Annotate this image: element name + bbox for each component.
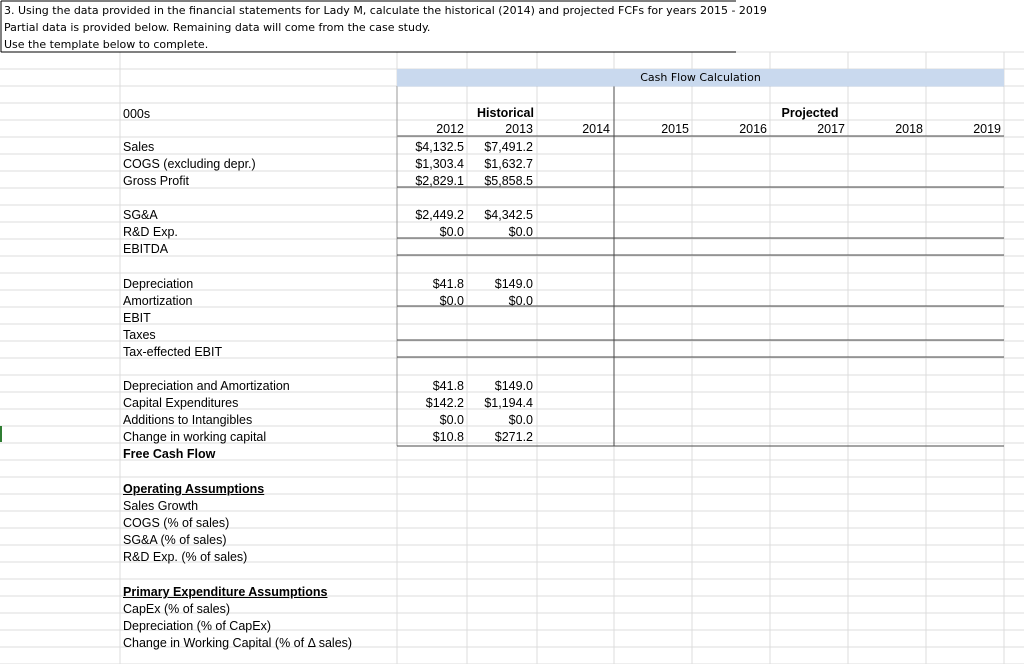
year-2013: 2013 — [505, 122, 533, 136]
year-2017: 2017 — [817, 122, 845, 136]
year-2015: 2015 — [661, 122, 689, 136]
row-label-sga: SG&A — [123, 208, 158, 222]
row-label-tax-effected-ebit: Tax-effected EBIT — [123, 345, 223, 359]
row-label-rnd: R&D Exp. — [123, 225, 178, 239]
instruction-line-1: 3. Using the data provided in the financial statements for Lady M, calculate the historical (2014) and projected FCFs for years 2015 - 2019 — [4, 4, 767, 17]
row-label-capex: Capital Expenditures — [123, 396, 239, 410]
intangibles-2012: $0.0 — [439, 413, 464, 427]
cogs-2012: $1,303.4 — [415, 157, 464, 171]
intangibles-2013: $0.0 — [508, 413, 533, 427]
gross-profit-2012: $2,829.1 — [415, 174, 464, 188]
units-label: 000s — [123, 107, 151, 121]
row-label-dna: Depreciation and Amortization — [123, 379, 290, 393]
assumption-nwc-pct: Change in Working Capital (% of Δ sales) — [123, 636, 353, 650]
assumption-rnd-pct: R&D Exp. (% of sales) — [123, 550, 248, 564]
sales-2013: $7,491.2 — [484, 140, 533, 154]
year-2019: 2019 — [973, 122, 1001, 136]
row-label-taxes: Taxes — [123, 328, 156, 342]
capex-2013: $1,194.4 — [484, 396, 533, 410]
dna-2013: $149.0 — [494, 379, 533, 393]
cogs-2013: $1,632.7 — [484, 157, 533, 171]
assumption-capex-pct: CapEx (% of sales) — [123, 602, 230, 616]
row-label-gross-profit: Gross Profit — [123, 174, 189, 188]
assumption-depreciation-pct: Depreciation (% of CapEx) — [123, 619, 271, 633]
expenditure-assumptions-title: Primary Expenditure Assumptions — [123, 585, 328, 599]
assumption-cogs-pct: COGS (% of sales) — [123, 516, 230, 530]
row-label-sales: Sales — [123, 140, 155, 154]
year-2014: 2014 — [582, 122, 610, 136]
year-2018: 2018 — [895, 122, 923, 136]
amortization-2013: $0.0 — [508, 294, 533, 308]
row-label-ebit: EBIT — [123, 311, 151, 325]
amortization-2012: $0.0 — [439, 294, 464, 308]
sga-2012: $2,449.2 — [415, 208, 464, 222]
depreciation-2012: $41.8 — [432, 277, 464, 291]
operating-assumptions-title: Operating Assumptions — [123, 482, 265, 496]
sga-2013: $4,342.5 — [484, 208, 533, 222]
dna-2012: $41.8 — [432, 379, 464, 393]
instruction-line-3: Use the template below to complete. — [4, 38, 209, 51]
historical-header: Historical — [477, 106, 534, 120]
row-label-nwc: Change in working capital — [123, 430, 267, 444]
nwc-2013: $271.2 — [494, 430, 533, 444]
capex-2012: $142.2 — [425, 396, 464, 410]
row-label-fcf: Free Cash Flow — [123, 447, 216, 461]
year-2016: 2016 — [739, 122, 767, 136]
depreciation-2013: $149.0 — [494, 277, 533, 291]
assumption-sales-growth: Sales Growth — [123, 499, 199, 513]
rnd-2012: $0.0 — [439, 225, 464, 239]
selection-marker — [0, 426, 2, 442]
row-label-depreciation: Depreciation — [123, 277, 194, 291]
rnd-2013: $0.0 — [508, 225, 533, 239]
instruction-line-2: Partial data is provided below. Remaining data will come from the case study. — [4, 21, 431, 34]
gross-profit-2013: $5,858.5 — [484, 174, 533, 188]
cash-flow-banner-title: Cash Flow Calculation — [640, 71, 761, 84]
projected-header: Projected — [781, 106, 839, 120]
year-2012: 2012 — [436, 122, 464, 136]
assumption-sga-pct: SG&A (% of sales) — [123, 533, 227, 547]
sales-2012: $4,132.5 — [415, 140, 464, 154]
row-label-cogs: COGS (excluding depr.) — [123, 157, 256, 171]
row-label-amortization: Amortization — [123, 294, 193, 308]
row-label-intangibles: Additions to Intangibles — [123, 413, 253, 427]
nwc-2012: $10.8 — [432, 430, 464, 444]
row-label-ebitda: EBITDA — [123, 242, 169, 256]
